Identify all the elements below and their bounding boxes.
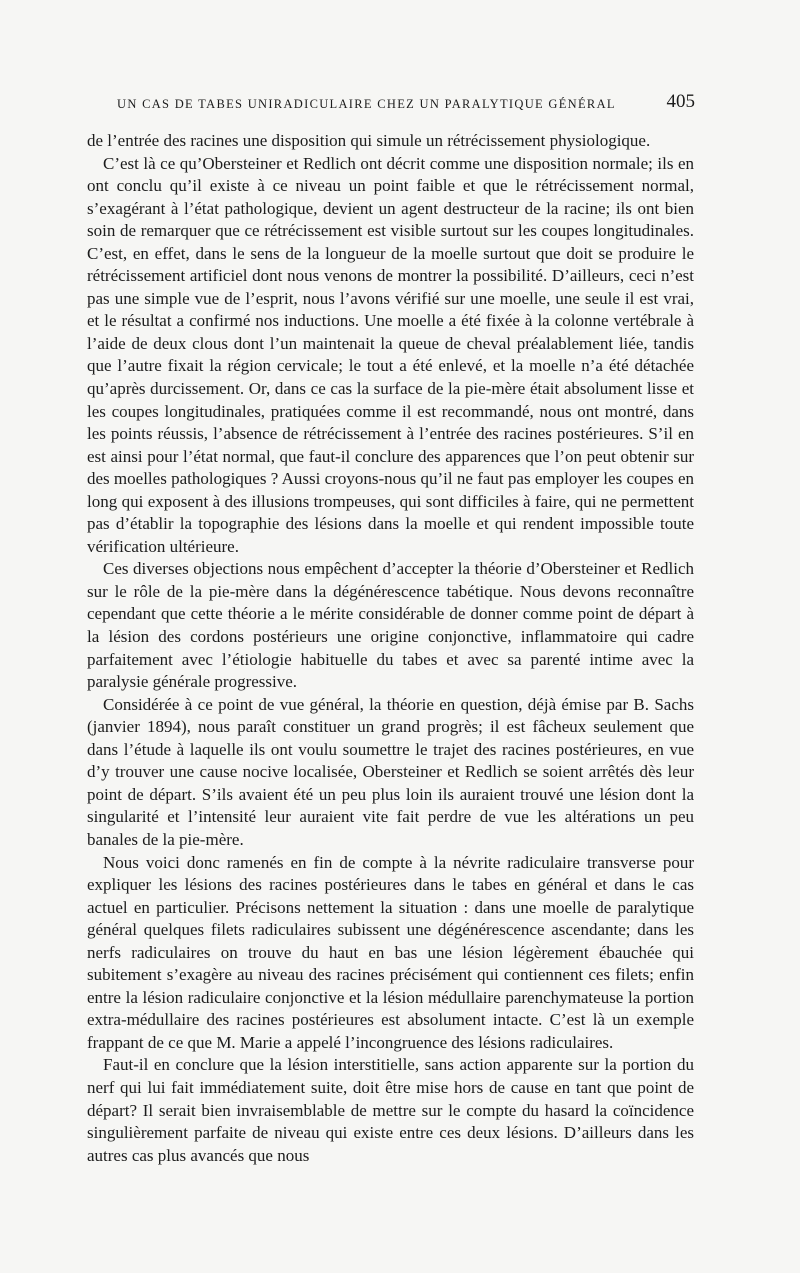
- paragraph: Faut-il en conclure que la lésion interstitielle, sans action apparente sur la portion du nerf qui lui fait immédiatement suite, doit être mise hors de cause en tant que point de départ? Il serait bien invraisemblable de mettre sur le compte du hasard la coïncidence singulièrement parfaite de niveau qui existe entre ces deux lésions. D’ailleurs dans les autres cas plus avancés que nous: [87, 1055, 694, 1165]
- running-header: [87, 93, 695, 117]
- paragraph: Ces diverses objections nous empêchent d’accepter la théorie d’Obersteiner et Redlich sur le rôle de la pie-mère dans la dégénérescence tabétique. Nous devons reconnaître cependant que cette théorie a le mérite considérable de donner comme point de départ à la lésion des cordons postérieurs une origine conjonctive, inflammatoire qui cadre parfaitement avec l’étiologie habituelle du tabes et avec sa parenté intime avec la paralysie générale progressive.: [87, 559, 694, 692]
- body-text: [87, 130, 694, 1167]
- page-number: 405: [666, 91, 695, 112]
- paragraph: Nous voici donc ramenés en fin de compte à la névrite radiculaire transverse pour expliquer les lésions des racines postérieures dans le tabes en général et dans le cas actuel en particulier. Précisons nettement la situation : dans une moelle de paralytique général quelques filets radiculaires subissent une dégénérescence ascendante; dans les nerfs radiculaires on trouve du haut en bas une lésion légèrement ébauchée qui subitement s’exagère au niveau des racines précisément qui contiennent ces filets; enfin entre la lésion radiculaire conjonctive et la lésion médullaire parenchymateuse la portion extra-médullaire des racines postérieures est absolument intacte. C’est là un exemple frappant de ce que M. Marie a appelé l’incongruence des lésions radiculaires.: [87, 852, 694, 1052]
- paragraph-continued: de l’entrée des racines une disposition qui simule un rétrécissement physiologique.: [87, 131, 651, 150]
- paragraph: Considérée à ce point de vue général, la théorie en question, déjà émise par B. Sachs (janvier 1894), nous paraît constituer un grand progrès; il est fâcheux seulement que dans l’étude à laquelle ils ont voulu soumettre le trajet des racines postérieures, en vue d’y trouver une cause nocive localisée, Obersteiner et Redlich se soient arrêtés dès leur point de départ. S’ils avaient été un peu plus loin ils auraient trouvé une lésion dont la singularité et l’intensité leur auraient vite fait perdre de vue les altérations un peu banales de la pie-mère.: [87, 694, 694, 849]
- paragraph: C’est là ce qu’Obersteiner et Redlich ont décrit comme une disposition normale; ils en ont conclu qu’il existe à ce niveau un point faible et que le rétrécissement normal, s’exagérant à l’état pathologique, devient un agent destructeur de la racine; ils ont bien soin de remarquer que ce rétrécissement est visible surtout sur les coupes longitudinales. C’est, en effet, dans le sens de la longueur de la moelle surtout que doit se produire le rétrécissement artificiel dont nous venons de montrer la possibilité. D’ailleurs, ceci n’est pas une simple vue de l’esprit, nous l’avons vérifié sur une moelle, une seule il est vrai, et le résultat a confirmé nos inductions. Une moelle a été fixée à la colonne vertébrale à l’aide de deux clous dont l’un maintenait la queue de cheval préalablement liée, tandis que l’autre fixait la région cervicale; le tout a été enlevé, et la moelle n’a été détachée qu’après durcissement. Or, dans ce cas la surface de la pie-mère était absolument lisse et les coupes longitudinales, pratiquées comme il est recommandé, nous ont montré, dans les points réussis, l’absence de rétrécissement à l’entrée des racines postérieures. S’il en est ainsi pour l’état normal, que faut-il conclure des apparences que l’on peut obtenir sur des moelles pathologiques ? Aussi croyons-nous qu’il ne faut pas employer les coupes en long qui exposent à des illusions trompeuses, qui sont difficiles à faire, qui ne permettent pas d’établir la topographie des lésions dans la moelle et qui rendent impossible toute vérification ultérieure.: [87, 153, 694, 556]
- running-title: UN CAS DE TABES UNIRADICULAIRE CHEZ UN PARALYTIQUE GÉNÉRAL: [117, 97, 616, 111]
